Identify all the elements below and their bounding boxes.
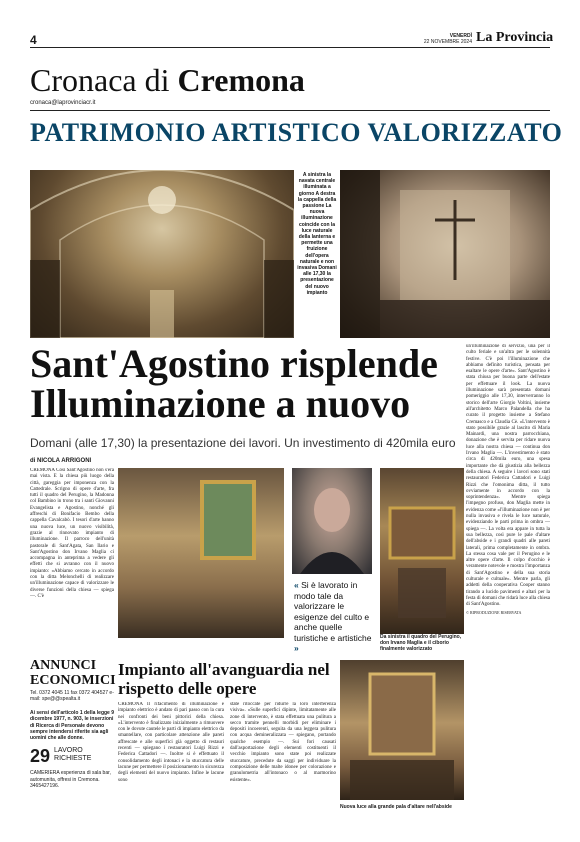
quote-text: Si è lavorato in modo tale da valorizzare le esigenze del culto e anche quelle turistiche e artistiche [294, 580, 372, 643]
sidebar-body-col-a: CREMONA Il rifacimento di illuminazione e impianto elettrico è andato di pari passo con la cura nei confronti dei beni pittorici della chiesa. «L'intervento è finalizzato inizialmente a rimuovere con le dovute cautele le parti di impianto elettrico da smantellare, con particolare attenzione alle pareti affrescate e alle superfici già oggetto di restauri recenti — spiegano i restauratori Luigi Rizzi e Federica Cattadori —. Inoltre si è effettuato il consolidamento degli intonaci e la stuccatura delle lacune per permettere il posizionamento in sicurezza degli elementi del nuovo impianto. Infine le lacune sono [118, 702, 224, 783]
perugino-painting [200, 480, 256, 560]
classified-entry: CAMERIERA esperienza di sala bar, automunita, offresi in Cremona. 3465427196. [30, 770, 111, 790]
sidebar-body-col-b: state ritoccate per ridurre la loro interferenza visiva». «Sulle superfici dipinte, limitatamente alle zone di intervento, è stata effettuata una pulitura a secco tramite pennelli morbidi per eliminare i depositi incoerenti, seguita da una leggera pulitura con acqua demineralizzata — spiegano, portando qualche esempio —. Sui fori causati dall'asportazione degli elementi costituenti il vecchio impianto sono state poi realizzate stuccature, precedute da saggi per individuare la composizione delle malte idonee per colorazione e granulometria all'intonaco o al marmorino esistente». [230, 702, 336, 783]
main-headline: Sant'Agostino risplende Illuminazione a nuovo [30, 341, 438, 426]
category-label [54, 747, 91, 763]
altarpiece-illustration [340, 660, 464, 800]
main-deck: Domani (alle 17,30) la presentazione dei lavori. Un investimento di 420mila euro [30, 436, 456, 450]
category-number: 29 [30, 746, 51, 767]
nave-photo [30, 170, 294, 338]
altarpiece-photo [340, 660, 464, 800]
issue-day: VENERDÌ [449, 33, 472, 39]
sidebar-headline: Impianto all'avanguardia nel rispetto delle opere [118, 660, 330, 698]
quote-photo-caption: Da sinistra il quadro del Perugino, don Irvano Maglia e il ciborio finalmente valorizzato [380, 634, 462, 653]
priest-portrait-photo [292, 468, 372, 574]
page-number: 4 [30, 33, 37, 47]
article-signature: © RIPRODUZIONE RISERVATA [466, 610, 522, 616]
newspaper-logo: La Provincia [476, 30, 554, 45]
section-email[interactable]: cronaca@laprovinciacr.it [30, 100, 96, 106]
classifieds-title-1: ANNUNCI [30, 658, 97, 673]
classifieds-contacts: Tel. 0372 4045 11 fax 0372 404527 e-mail: spe@@spealta.it [30, 690, 114, 702]
pull-quote [294, 580, 378, 654]
nave-illustration [30, 170, 294, 338]
ciborium-photo [380, 468, 464, 634]
classifieds-title-2: ECONOMICI [30, 673, 116, 688]
section-city: Cremona [177, 62, 305, 98]
chapel-photo [340, 170, 550, 338]
issue-full-date: 22 NOVEMBRE 2024 [423, 39, 472, 45]
portrait-illustration [292, 468, 372, 574]
chapel-illustration [340, 170, 550, 338]
category-label-1: LAVORO [54, 747, 83, 755]
issue-date [392, 33, 472, 45]
classifieds-category [30, 747, 114, 765]
altarpiece-caption: Nuova luce alla grande pala d'altare nell'abside [340, 804, 452, 810]
classifieds-box [30, 658, 114, 818]
article-body-right [466, 344, 550, 814]
section-title [30, 62, 305, 99]
quote-open-mark: « [294, 580, 299, 590]
ciborium-illustration [380, 468, 464, 634]
section-prefix: Cronaca di [30, 62, 170, 98]
section-divider [30, 110, 550, 111]
category-label-2: RICHIESTE [54, 755, 92, 763]
article-body-main: CREMONA Così Sant'Agostino non s'era mai vista. E la chiesa più luogo della città, gareggia per imponenza con la Cattedrale. Scrigno di opere d'arte, fra tutti il quadro del Perugino, la Madonna col Bambino in trono tra i santi Giovanni Evangelista e Agostino, nonché gli affreschi di Bonifacio Bembo della cappella Cavalcabò. I tesori d'arte hanno una nuova luce, un nuovo visibilità, grazie al rinnovato impianto di illuminazione. Il parroco dell'unità pastorale di Sant'Agata, San Ilario e Sant'Agostino don Irvano Maglia ci accompagna in anteprima a vedere gli effetti che si avranno con il nuovo impianto: «Abbiamo cercato in accordo con la ditta Melonchelli di realizzare un'illuminazione capace di valorizzare le diverse funzioni della chiesa — spiega —. C'è [30, 468, 114, 599]
top-photo-caption: A sinistra la navata centrale illuminata a giorno A destra la cappella della passione La nuova illuminazione coincide con la luce naturale della lanterna e permette una fruizione dell'opera naturale e non invasiva Domani alle 17,30 la presentazione del nuovo impianto [297, 172, 337, 296]
article-body-right-text: un'illuminazione di servizio, una per il culto feriale e un'altra per le solennità festive. C'è poi l'illuminazione che abbiamo definito turistica, pensata per esaltare le opere d'arte». Sant'Agostino è stata chiusa per buona parte dell'estate per effettuare il look. La nuova illuminazione sarà presentata domani pomeriggio alle 17,30, interverranno lo storico dell'arte Giorgio Voltini, insieme all'architetto Marco Palandella che ha curato il progetto insieme a Stefano Cremasco e a Claudia Cè. «L'intervento è stato possibile grazie al lascito di Maria Mainardi, una nostra parrocchiana, donazione che è servita per ridare nuova luce alla nostra chiesa — continua don Irvano Maglia —. L'investimento è stato circa di 420mila euro, una spesa importante che dà giustizia alla bellezza della chiesa. A seguire i lavori sono stati restauratori Federica Cattadori e Luigi Rizzi che l'omonima ditta, il tutto ovviamente in accordo con la soprintendenza». Mentre spiega l'impegno profuso, don Maglia mette in evidenza come «l'illuminazione non è per nulla invasiva e rivela le luce naturale, evidenziando le parti prima in ombra — spiega —. La volta era appare in tutta la sua bellezza, così pure le pale d'altare dell'abside e i grandi quadri alle pareti laterali, prima completamente in ombra. La stessa cosa vale per il Perugino e le altre opere d'arte. Il colpo d'occhio è veramente notevole e mostra l'importanza di Sant'Agostino e della sua storia culturale e cultuale». Mentre parla, gli addetti della cooperativa Cooper stanno tirando a lucido pavimenti e altari per la festa di domani che ridarà luce alla chiesa di Sant'Agostino. [466, 344, 550, 608]
byline: di NICOLA ARRIGONI [30, 458, 92, 464]
quote-close-mark: » [294, 643, 299, 653]
top-divider [30, 47, 550, 48]
kicker-title: PATRIMONIO ARTISTICO VALORIZZATO [30, 118, 563, 147]
classifieds-legal-note: Ai sensi dell'articolo 1 della legge 9 dicembre 1977, n. 903, le inserzioni di Ricerca di Personale devono sempre intendersi riferite sia agli uomini che alle donne. [30, 710, 114, 742]
